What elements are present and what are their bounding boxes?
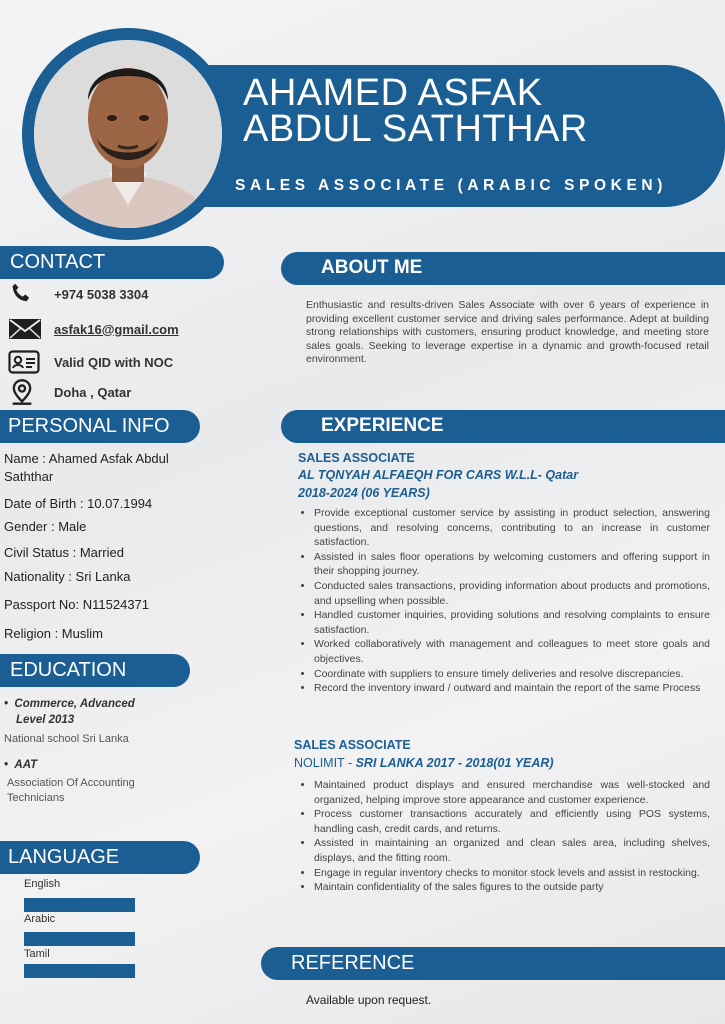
job-duty: • Record the inventory inward / outward and maintain the report of the same Process	[314, 681, 710, 696]
personal-name-line-1: Name : Ahamed Asfak Abdul	[4, 451, 169, 466]
job-duty: • Maintained product displays and ensured merchandise was well-stocked and organized, helping improve store appearance and customer experience.	[314, 778, 710, 807]
job-duty: • Process customer transactions accurately and efficiently using POS systems, handling cash, credit cards, and returns.	[314, 807, 710, 836]
language-level-bar	[24, 964, 135, 978]
job-duty: • Conducted sales transactions, providing information about products and promotions, and upselling when possible.	[314, 579, 710, 608]
job-period: 2018-2024 (06 YEARS)	[298, 486, 430, 500]
bullet-dot-icon: •	[4, 759, 15, 771]
education-item	[4, 696, 135, 747]
education-item-institution: Association Of Accounting	[7, 777, 135, 789]
education-item-title-2: Level 2013	[16, 714, 75, 726]
job-duties	[294, 778, 710, 895]
job-duties	[298, 506, 710, 696]
job-title: SALES ASSOCIATE	[298, 451, 415, 465]
experience-heading: EXPERIENCE	[321, 415, 444, 436]
education-heading: EDUCATION	[10, 659, 127, 681]
personal-dob: Date of Birth : 10.07.1994	[4, 496, 153, 511]
contact-email	[8, 316, 179, 342]
qid-status: Valid QID with NOC	[54, 354, 174, 370]
reference-text: Available upon request.	[306, 993, 432, 1007]
about-heading: ABOUT ME	[321, 257, 423, 278]
personal-info-heading-bar	[0, 410, 200, 443]
phone-number: +974 5038 3304	[54, 286, 149, 302]
language-heading: LANGUAGE	[8, 846, 120, 868]
education-item-title: • Commerce, Advanced	[4, 698, 135, 710]
job-company: AL TQNYAH ALFAEQH FOR CARS W.L.L- Qatar	[298, 468, 579, 482]
contact-heading-bar	[0, 246, 224, 279]
language-level-bar	[24, 932, 135, 946]
name-line-1: AHAMED ASFAK	[243, 72, 543, 114]
language-heading-bar	[0, 841, 200, 874]
education-item-institution: National school Sri Lanka	[4, 733, 129, 745]
education-item-institution-2: Technicians	[7, 792, 65, 804]
language-level-bar	[24, 898, 135, 912]
personal-civil-status: Civil Status : Married	[4, 545, 124, 560]
personal-gender: Gender : Male	[4, 519, 87, 534]
language-english: English	[24, 878, 61, 890]
profile-photo	[34, 40, 222, 228]
email-link[interactable]: asfak16@gmail.com	[54, 321, 179, 337]
id-card-icon	[8, 349, 44, 375]
job-duty: • Maintain confidentiality of the sales figures to the outside party	[314, 880, 710, 895]
language-tamil: Tamil	[24, 948, 50, 960]
contact-location	[8, 379, 131, 405]
job-duty: • Assisted in maintaining an organized and clean sales area, including shelves, displays, and the fitting room.	[314, 836, 710, 865]
bullet-dot-icon: •	[4, 698, 15, 710]
personal-passport: Passport No: N11524371	[4, 597, 150, 612]
job-entry	[298, 451, 710, 696]
job-duty: • Assisted in sales floor operations by welcoming customers and offering support in their shopping journey.	[314, 550, 710, 579]
job-company-name: NOLIMIT -	[294, 756, 356, 770]
location-text: Doha , Qatar	[54, 384, 132, 400]
job-duty: • Provide exceptional customer service by assisting in product selection, answering questions, and resolving concerns, contributing to an increase in customer satisfaction.	[314, 506, 710, 550]
language-arabic: Arabic	[24, 913, 56, 925]
job-duty: • Engage in regular inventory checks to monitor stock levels and assist in restocking.	[314, 866, 710, 881]
job-duty: • Worked collaboratively with management and colleagues to meet store goals and objectives.	[314, 637, 710, 666]
personal-nationality: Nationality : Sri Lanka	[4, 569, 131, 584]
job-entry	[294, 738, 710, 895]
reference-heading: REFERENCE	[291, 952, 415, 974]
job-duty: • Handled customer inquiries, providing solutions and resolving complaints to ensure satisfaction.	[314, 608, 710, 637]
name-line-2: ABDUL SATHTHAR	[243, 108, 588, 150]
contact-heading: CONTACT	[10, 251, 106, 273]
name-banner	[205, 65, 725, 207]
about-text: Enthusiastic and results-driven Sales Associate with over 6 years of experience in providing excellent customer service and driving sales performance. Adept at building strong relationships with customers, ensuring product knowledge, and meeting store sales goals. Seeking to leverage expertise in a dynamic and growth-focused retail environment.	[306, 299, 709, 366]
job-company	[294, 754, 710, 772]
experience-heading-bar	[281, 410, 725, 443]
mail-icon	[8, 316, 44, 342]
job-duty: • Coordinate with suppliers to ensure timely deliveries and resolve discrepancies.	[314, 667, 710, 682]
contact-qid	[8, 349, 173, 375]
job-company-location: SRI LANKA 2017 - 2018(01 YEAR)	[355, 756, 554, 770]
reference-heading-bar	[261, 947, 725, 980]
location-pin-icon	[8, 379, 44, 405]
personal-religion: Religion : Muslim	[4, 626, 103, 641]
education-heading-bar	[0, 654, 190, 687]
person-silhouette-icon	[34, 40, 222, 228]
job-title: SALES ASSOCIATE	[294, 738, 411, 752]
education-item-title: • AAT	[4, 759, 38, 771]
personal-name	[4, 450, 169, 486]
about-heading-bar	[281, 252, 725, 285]
personal-info-heading: PERSONAL INFO	[8, 415, 170, 437]
contact-phone	[8, 281, 148, 307]
job-subtitle: SALES ASSOCIATE (ARABIC SPOKEN)	[235, 177, 667, 194]
phone-icon	[8, 281, 44, 307]
education-item	[4, 757, 135, 806]
personal-name-line-2: Saththar	[4, 469, 54, 484]
